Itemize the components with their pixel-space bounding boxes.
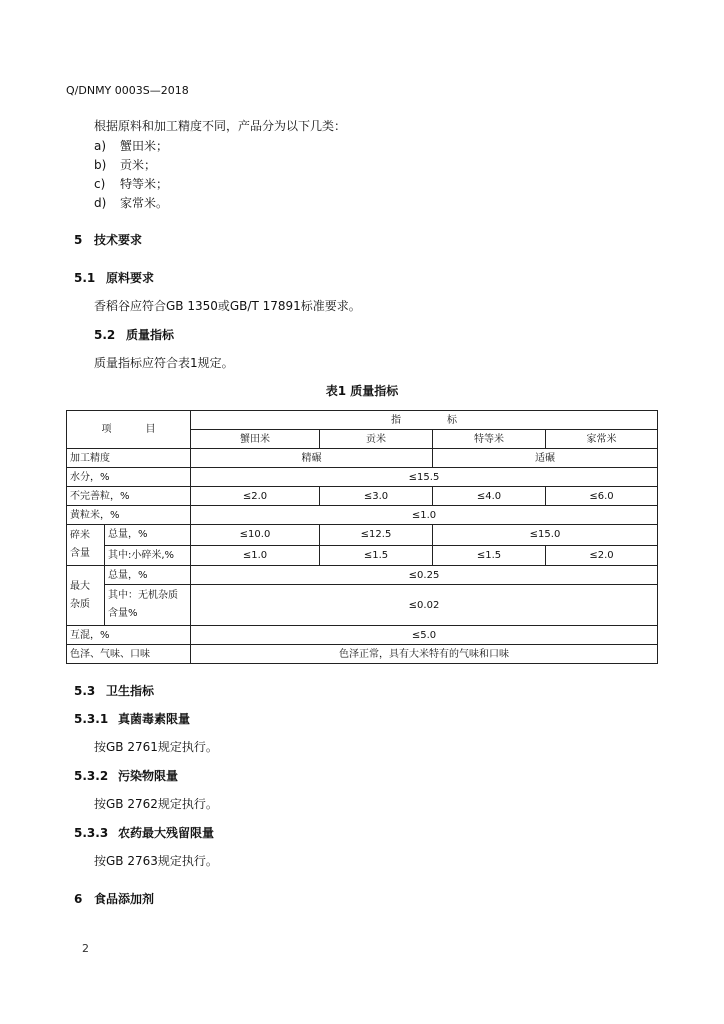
list-item xyxy=(94,195,168,211)
section-heading-5 xyxy=(74,232,142,248)
list-text: 贡米； xyxy=(120,158,157,172)
group-label-line: 含量 xyxy=(70,548,90,559)
section-title: 食品添加剂 xyxy=(94,892,155,906)
row-label: 不完善粒，% xyxy=(67,487,191,506)
row-label: 黄粒米，% xyxy=(67,506,191,525)
table-caption: 表1 质量指标 xyxy=(325,384,399,398)
section-heading-5-3 xyxy=(74,683,154,699)
group-label-impurity xyxy=(67,566,105,626)
group-label-line: 最大 xyxy=(70,580,90,592)
section-heading-5-1 xyxy=(74,270,154,286)
group-label-broken xyxy=(67,525,105,566)
cell-value: ≤1.5 xyxy=(320,545,433,566)
section-body-5-2: 质量指标应符合表1规定。 xyxy=(94,356,234,370)
section-number: 5.1 xyxy=(74,271,96,285)
row-label: 水分，% xyxy=(67,468,191,487)
cell-value: ≤4.0 xyxy=(433,487,546,506)
table-row xyxy=(67,449,658,468)
cell-value: ≤12.5 xyxy=(320,525,433,546)
row-label xyxy=(105,585,191,626)
quality-table xyxy=(66,410,658,664)
cell-value: ≤2.0 xyxy=(191,487,320,506)
row-label-line: 其中：无机杂质 xyxy=(108,590,178,601)
column-header: 蟹田米 xyxy=(191,430,320,449)
section-title: 原料要求 xyxy=(106,271,155,285)
cell-value: 精碾 xyxy=(191,449,433,468)
column-header: 家常米 xyxy=(546,430,658,449)
row-label: 总量，% xyxy=(105,525,191,546)
section-body-5-3-3: 按GB 2763规定执行。 xyxy=(94,854,218,868)
cell-value: ≤1.5 xyxy=(433,545,546,566)
cell-value: ≤0.02 xyxy=(191,585,658,626)
group-label-line: 碎米 xyxy=(70,530,90,541)
header-index-cell xyxy=(191,411,658,430)
list-marker: d) xyxy=(94,196,107,210)
header-item-char: 目 xyxy=(145,424,156,435)
section-number: 5 xyxy=(74,233,83,247)
page-number: 2 xyxy=(82,942,89,955)
column-header: 贡米 xyxy=(320,430,433,449)
cell-value: ≤1.0 xyxy=(191,506,658,525)
cell-value: ≤2.0 xyxy=(546,545,658,566)
cell-value: ≤6.0 xyxy=(546,487,658,506)
cell-value: ≤10.0 xyxy=(191,525,320,546)
table-row xyxy=(67,545,658,566)
section-title: 真菌毒素限量 xyxy=(118,712,191,726)
list-text: 特等米； xyxy=(120,177,169,191)
section-title: 技术要求 xyxy=(94,233,143,247)
cell-value: ≤3.0 xyxy=(320,487,433,506)
section-number: 5.2 xyxy=(94,328,116,342)
table-row xyxy=(67,506,658,525)
list-item xyxy=(94,176,168,192)
section-body-5-1: 香稻谷应符合GB 1350或GB/T 17891标准要求。 xyxy=(94,299,361,313)
section-body-5-3-2: 按GB 2762规定执行。 xyxy=(94,797,218,811)
section-number: 5.3.2 xyxy=(74,769,109,783)
intro-text: 根据原料和加工精度不同，产品分为以下几类： xyxy=(94,119,347,133)
cell-value: ≤0.25 xyxy=(191,566,658,585)
section-body-5-3-1: 按GB 2761规定执行。 xyxy=(94,740,218,754)
list-text: 蟹田米； xyxy=(120,139,169,153)
row-label: 其中:小碎米,% xyxy=(105,545,191,566)
table-row xyxy=(67,645,658,664)
table-row xyxy=(67,487,658,506)
header-index-char: 标 xyxy=(447,414,457,426)
cell-value: ≤15.5 xyxy=(191,468,658,487)
list-marker: a) xyxy=(94,139,107,153)
section-heading-5-3-1 xyxy=(74,711,190,727)
document-code: Q/DNMY 0003S—2018 xyxy=(66,84,189,97)
cell-value: ≤5.0 xyxy=(191,626,658,645)
column-header: 特等米 xyxy=(433,430,546,449)
header-item-cell xyxy=(67,411,191,449)
row-label: 加工精度 xyxy=(67,449,191,468)
list-marker: c) xyxy=(94,177,106,191)
section-title: 质量指标 xyxy=(126,328,175,342)
section-heading-5-3-3 xyxy=(74,825,214,841)
cell-value: ≤15.0 xyxy=(433,525,658,546)
list-item xyxy=(94,138,168,154)
row-label: 总量，% xyxy=(105,566,191,585)
row-label: 色泽、气味、口味 xyxy=(67,645,191,664)
section-number: 5.3 xyxy=(74,684,96,698)
table-row xyxy=(67,585,658,626)
section-title: 污染物限量 xyxy=(118,769,179,783)
list-text: 家常米。 xyxy=(120,196,169,210)
group-label-line: 杂质 xyxy=(70,598,90,610)
section-title: 农药最大残留限量 xyxy=(118,826,215,840)
list-marker: b) xyxy=(94,158,107,172)
table-row xyxy=(67,626,658,645)
section-number: 5.3.1 xyxy=(74,712,109,726)
section-heading-5-3-2 xyxy=(74,768,178,784)
section-heading-5-2 xyxy=(94,327,174,343)
table-row xyxy=(67,468,658,487)
section-heading-6 xyxy=(74,891,154,907)
header-index-char: 指 xyxy=(391,414,401,426)
section-number: 5.3.3 xyxy=(74,826,109,840)
cell-value: ≤1.0 xyxy=(191,545,320,566)
row-label-line: 含量% xyxy=(108,608,138,619)
section-title: 卫生指标 xyxy=(106,684,155,698)
cell-value: 色泽正常，具有大米特有的气味和口味 xyxy=(191,645,658,664)
row-label: 互混，% xyxy=(67,626,191,645)
cell-value: 适碾 xyxy=(433,449,658,468)
section-number: 6 xyxy=(74,892,83,906)
header-item-char: 项 xyxy=(101,424,112,435)
table-row xyxy=(67,566,658,585)
table-row xyxy=(67,525,658,546)
list-item xyxy=(94,157,156,173)
